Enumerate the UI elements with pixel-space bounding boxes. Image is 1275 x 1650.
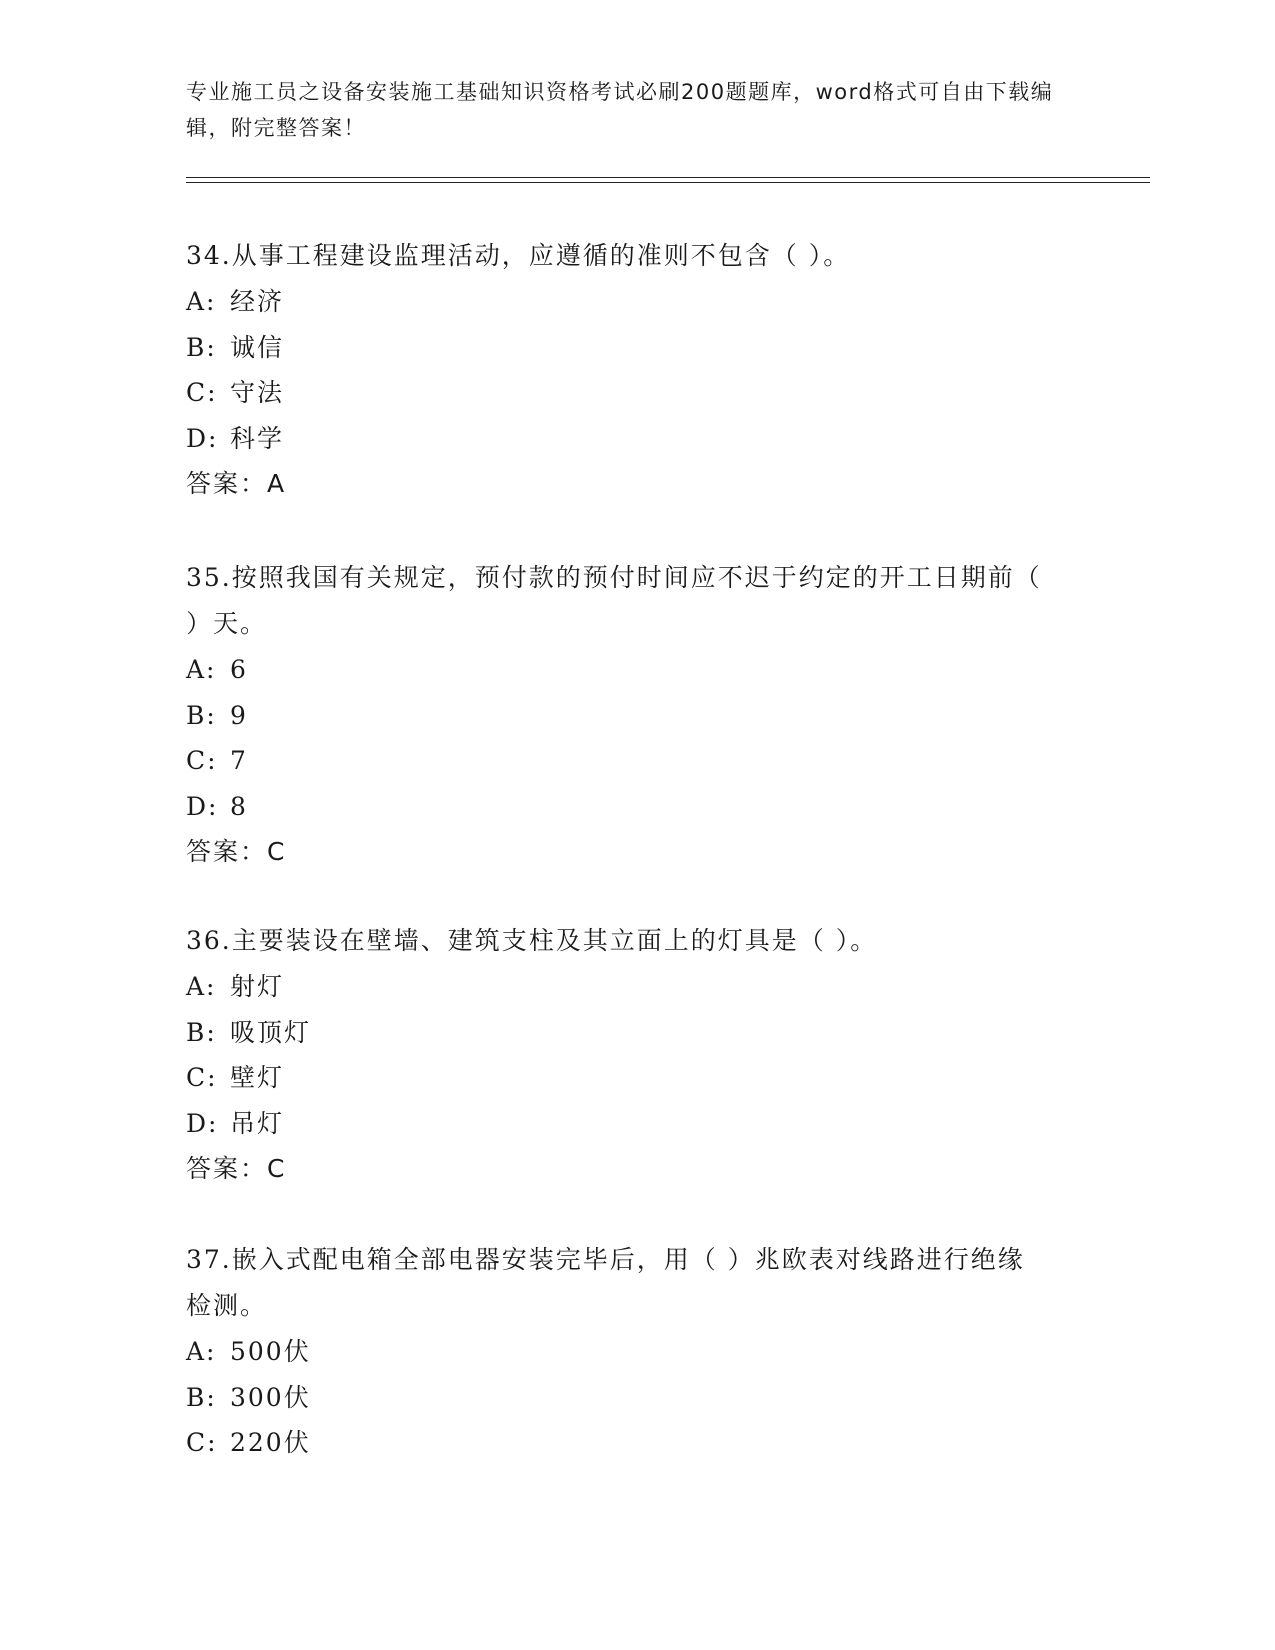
option-text: 8 — [230, 791, 248, 821]
option-text: 500伏 — [230, 1337, 311, 1366]
option-text: 7 — [230, 746, 248, 775]
option-letter: D: — [186, 1108, 219, 1138]
option-d — [186, 784, 1086, 830]
option-letter: A: — [186, 972, 217, 1001]
option-a — [186, 279, 1086, 325]
question-34 — [186, 233, 1086, 507]
option-letter: A: — [186, 1337, 217, 1366]
option-letter: C: — [186, 378, 218, 407]
option-a — [186, 964, 1086, 1010]
option-text: 射灯 — [230, 972, 285, 1001]
question-text: 36.主要装设在壁墙、建筑支柱及其立面上的灯具是（ ）。 — [186, 926, 878, 955]
option-text: 科学 — [230, 423, 285, 453]
option-b — [186, 693, 1086, 739]
option-c — [186, 1055, 1086, 1101]
option-text: 诚信 — [230, 332, 285, 362]
option-b — [186, 1010, 1086, 1056]
option-text: 守法 — [230, 378, 285, 407]
option-c — [186, 738, 1086, 784]
option-c — [186, 370, 1086, 416]
option-letter: B: — [186, 1017, 217, 1047]
option-d — [186, 416, 1086, 462]
answer-line: 答案：C — [186, 837, 287, 866]
option-text: 9 — [230, 700, 248, 730]
option-letter: C: — [186, 746, 218, 775]
question-text: 37.嵌入式配电箱全部电器安装完毕后，用（ ）兆欧表对线路进行绝缘检测。 — [186, 1245, 1025, 1320]
option-a — [186, 647, 1086, 693]
question-35 — [186, 555, 1086, 875]
option-b — [186, 325, 1086, 371]
option-text: 300伏 — [230, 1382, 311, 1412]
question-text: 34.从事工程建设监理活动，应遵循的准则不包含（ ）。 — [186, 241, 851, 270]
answer-line: 答案：A — [186, 469, 287, 498]
option-letter: B: — [186, 332, 217, 362]
option-text: 220伏 — [230, 1428, 311, 1457]
option-c — [186, 1420, 1086, 1466]
option-text: 吸顶灯 — [230, 1017, 312, 1047]
option-letter: A: — [186, 287, 217, 316]
header-rule-top — [186, 177, 1150, 178]
header-rule-bottom — [186, 182, 1150, 183]
answer-line: 答案：C — [186, 1154, 287, 1183]
option-d — [186, 1101, 1086, 1147]
option-text: 壁灯 — [230, 1063, 285, 1092]
option-text: 6 — [230, 655, 248, 684]
option-letter: B: — [186, 700, 217, 730]
option-letter: A: — [186, 655, 217, 684]
option-text: 吊灯 — [230, 1108, 285, 1138]
option-letter: B: — [186, 1382, 217, 1412]
question-37 — [186, 1237, 1086, 1466]
question-36 — [186, 918, 1086, 1192]
option-letter: C: — [186, 1063, 218, 1092]
option-b — [186, 1375, 1086, 1421]
document-header: 专业施工员之设备安装施工基础知识资格考试必刷200题题库，word格式可自由下载编辑，附完整答案！ — [186, 80, 1054, 140]
option-letter: D: — [186, 423, 219, 453]
option-letter: C: — [186, 1428, 218, 1457]
option-letter: D: — [186, 791, 219, 821]
option-text: 经济 — [230, 287, 285, 316]
option-a — [186, 1329, 1086, 1375]
question-text: 35.按照我国有关规定，预付款的预付时间应不迟于约定的开工日期前（ ）天。 — [186, 563, 1042, 638]
